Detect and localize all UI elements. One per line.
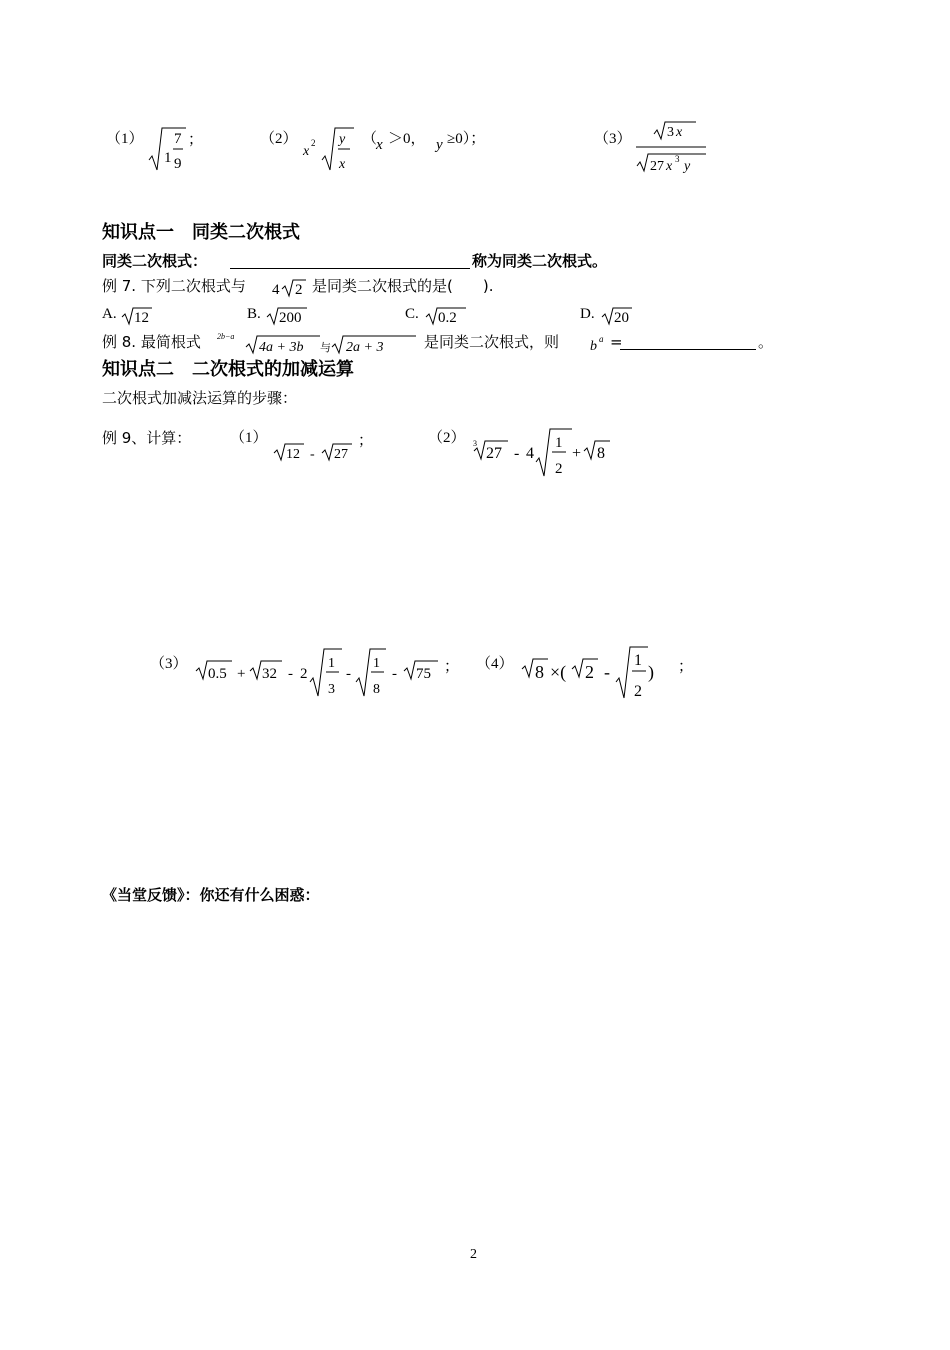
separator: ； [188,130,204,148]
svg-text:27: 27 [486,445,502,462]
svg-text:-: - [288,666,293,682]
example-8-text: 例 8. 最简根式 [102,333,201,351]
svg-text:-: - [310,447,315,462]
svg-text:2: 2 [634,683,642,700]
svg-text:x: x [676,125,683,140]
svg-text:200: 200 [279,310,302,326]
math-sqrt12 [120,304,156,328]
math-radical-expressions [216,330,422,356]
problem-1-label: （1） [106,131,144,147]
condition-x-gt: ＞0， [388,131,426,147]
svg-text:32: 32 [262,666,277,682]
option-d-label[interactable]: D. [580,306,595,322]
problem-3-label: （3） [594,131,632,147]
svg-text:3: 3 [473,439,477,448]
example-9-text: 例 9、计算： [102,429,192,447]
svg-text:): ) [648,662,654,682]
example-8-blank[interactable] [620,332,756,350]
svg-text:27: 27 [650,159,664,174]
example-7-tail: 是同类二次根式的是( ). [312,277,494,295]
math-sqrt3x-over-sqrt27x3y [634,120,714,178]
example-8-mid: 是同类二次根式，则 [424,333,560,351]
svg-text:4: 4 [526,445,534,462]
svg-text:b: b [590,339,597,354]
feedback-text: 《当堂反馈》：你还有什么困惑： [102,886,320,904]
svg-text:a: a [599,334,604,344]
svg-text:12: 12 [134,310,149,326]
svg-text:0.5: 0.5 [208,666,227,682]
svg-text:4a + 3b: 4a + 3b [259,340,304,355]
svg-text:3: 3 [328,682,335,697]
example-8-end: 。 [758,333,774,351]
option-a-label[interactable]: A. [102,306,117,322]
svg-text:与: 与 [320,342,331,354]
math-sqrt0.2 [424,304,470,328]
math-cbrt27-minus-4sqrt-half-plus-sqrt8 [472,426,614,482]
section-1-heading: 知识点一 同类二次根式 [102,222,300,243]
problem-9-1-label: （1） [230,430,268,446]
svg-text:2: 2 [585,662,594,682]
math-expression-3 [194,646,448,702]
svg-text:8: 8 [373,682,380,697]
example-8-equals: = [610,333,623,351]
example-7-text: 例 7. 下列二次根式与 [102,277,246,295]
svg-text:4: 4 [272,282,280,298]
definition-blank[interactable] [230,251,470,269]
svg-text:1: 1 [164,150,172,166]
svg-text:8: 8 [597,445,605,462]
separator: ； [444,657,460,675]
svg-text:1: 1 [328,656,335,671]
problem-9-4-label: （4） [476,656,514,672]
section-2-heading: 知识点二 二次根式的加减运算 [102,359,354,380]
svg-text:-: - [514,445,520,462]
svg-text:20: 20 [614,310,629,326]
svg-text:x: x [339,157,346,172]
svg-text:3: 3 [667,125,674,140]
condition-x: x [376,137,383,153]
svg-text:x: x [666,159,673,174]
problem-2-label: （2） [260,131,298,147]
math-sqrt20 [600,304,636,328]
svg-text:2: 2 [555,461,563,477]
math-b-power-a [589,332,611,356]
separator: ； [358,431,374,449]
svg-text:1: 1 [373,656,380,671]
svg-text:2a + 3: 2a + 3 [346,340,384,355]
math-sqrt-1-7-9 [148,124,188,176]
svg-text:1: 1 [555,435,563,451]
svg-text:75: 75 [416,666,431,682]
condition-open: （ [362,131,378,147]
svg-text:-: - [346,666,351,682]
option-c-label[interactable]: C. [405,306,419,322]
math-expression-4 [520,644,660,704]
svg-text:2: 2 [295,282,303,298]
math-sqrt12-minus-sqrt27 [272,440,362,464]
svg-text:1: 1 [634,652,642,669]
svg-text:2: 2 [300,666,308,682]
svg-text:-: - [604,662,610,682]
problem-9-2-label: （2） [428,430,466,446]
separator: ； [678,657,694,675]
option-b-label[interactable]: B. [247,306,261,322]
svg-text:0.2: 0.2 [438,310,457,326]
svg-text:+: + [572,445,582,462]
definition-suffix: 称为同类二次根式。 [472,252,608,270]
problem-9-3-label: （3） [150,656,188,672]
math-4-sqrt2 [270,276,310,300]
svg-text:8: 8 [535,662,544,682]
condition-y: y [436,137,443,153]
svg-text:x: x [303,144,310,159]
svg-text:12: 12 [286,447,300,462]
svg-text:-: - [392,666,397,682]
svg-text:×(: ×( [550,662,567,682]
page-number: 2 [470,1247,477,1262]
steps-text: 二次根式加减法运算的步骤： [102,389,298,407]
svg-text:7: 7 [174,131,182,147]
math-x2-sqrt-y-over-x [302,124,358,176]
svg-text:+: + [237,666,246,682]
svg-text:2b−a: 2b−a [217,332,235,341]
definition-prefix: 同类二次根式： [102,252,208,270]
math-sqrt200 [265,304,311,328]
svg-text:2: 2 [311,138,316,148]
svg-text:y: y [684,159,691,174]
svg-text:3: 3 [675,154,680,164]
condition-y-ge: ≥0）； [447,131,486,147]
svg-text:9: 9 [174,156,182,172]
svg-text:27: 27 [334,447,348,462]
svg-text:y: y [339,132,346,147]
